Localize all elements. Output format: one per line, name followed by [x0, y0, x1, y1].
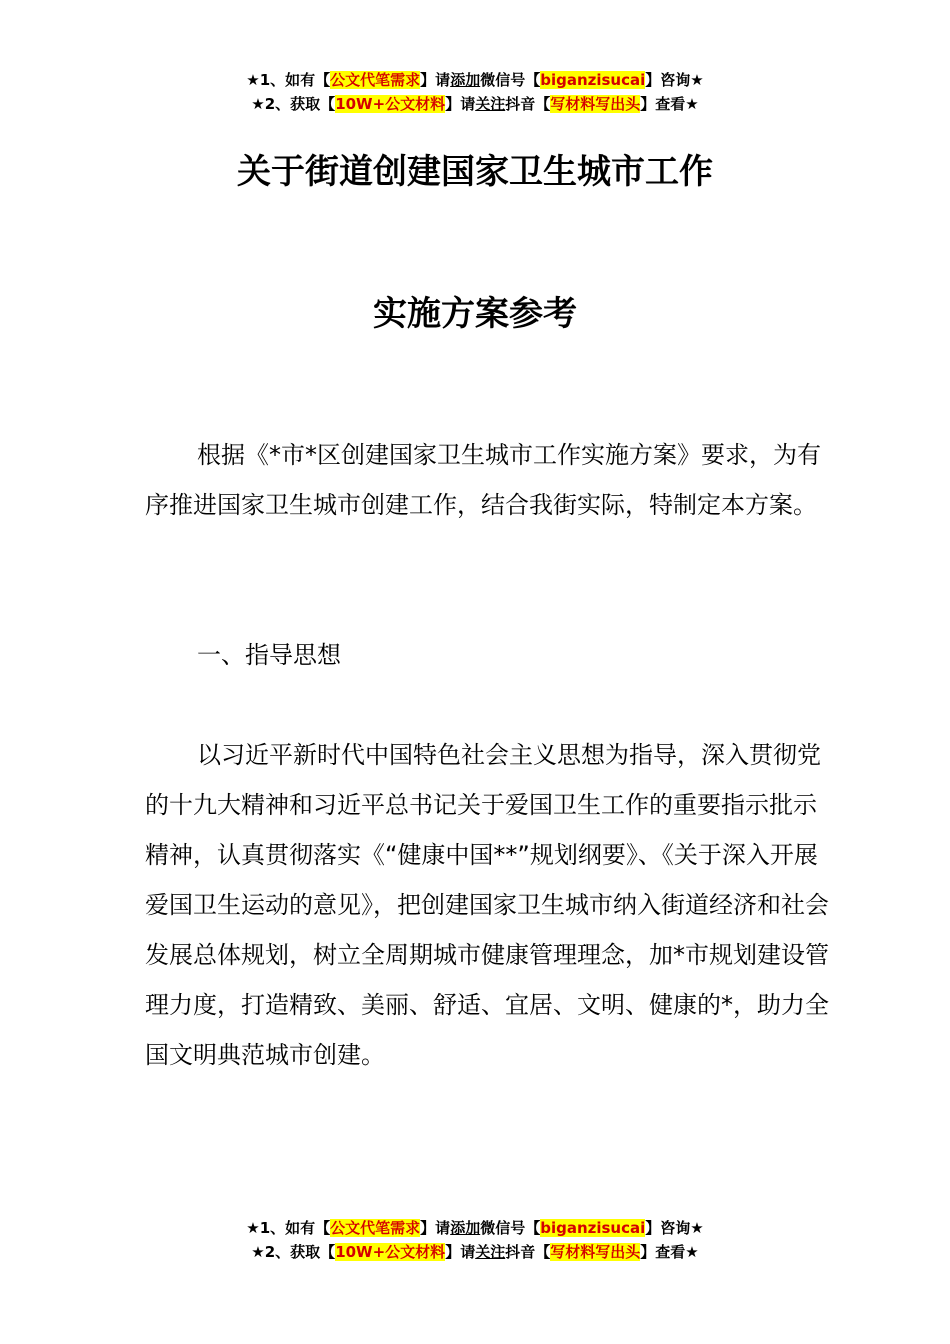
- banner-underlined: 关注: [475, 1243, 506, 1261]
- banner-underlined: 关注: [475, 95, 506, 113]
- banner-text: ★1、如有【: [246, 71, 331, 89]
- banner-highlight: biganzisucai: [540, 1219, 646, 1237]
- banner-text: 微信号【: [480, 71, 541, 89]
- document-title-line-2: 实施方案参考: [373, 294, 577, 334]
- banner-highlight: 10W+公文材料: [335, 95, 446, 113]
- section-heading: [145, 630, 835, 680]
- banner-text: 微信号【: [480, 1219, 541, 1237]
- banner-text: ★2、获取【: [251, 95, 336, 113]
- banner-text: 】咨询★: [645, 1219, 704, 1237]
- banner-line-1: [0, 1216, 950, 1240]
- section-heading-text: 一、指导思想: [197, 641, 341, 669]
- header-banner: [0, 68, 950, 116]
- intro-paragraph-text: 根据《*市*区创建国家卫生城市工作实施方案》要求，为有序推进国家卫生城市创建工作，结合我街实际，特制定本方案。: [145, 441, 821, 519]
- guiding-paragraph-text: 以习近平新时代中国特色社会主义思想为指导，深入贯彻党的十九大精神和习近平总书记关于爱国卫生工作的重要指示批示精神，认真贯彻落实《“健康中国**”规划纲要》、《关于深入开展爱国卫生运动的意见》，把创建国家卫生城市纳入街道经济和社会发展总体规划，树立全周期城市健康管理理念，加*市规划建设管理力度，打造精致、美丽、舒适、宜居、文明、健康的*，助力全国文明典范城市创建。: [145, 741, 829, 1069]
- intro-paragraph: [145, 430, 835, 530]
- banner-text: ★2、获取【: [251, 1243, 336, 1261]
- guiding-paragraph: [145, 730, 835, 1080]
- banner-text: 】查看★: [640, 95, 699, 113]
- banner-text: 】查看★: [640, 1243, 699, 1261]
- banner-text: 抖音【: [505, 95, 551, 113]
- banner-text: 】请: [445, 95, 476, 113]
- banner-highlight: 写材料写出头: [550, 1243, 641, 1261]
- banner-text: 】请: [445, 1243, 476, 1261]
- banner-text: 】咨询★: [645, 71, 704, 89]
- banner-line-2: [0, 1240, 950, 1264]
- banner-text: 】请: [420, 71, 451, 89]
- banner-highlight: 公文代笔需求: [330, 71, 421, 89]
- banner-highlight: 写材料写出头: [550, 95, 641, 113]
- banner-highlight: 10W+公文材料: [335, 1243, 446, 1261]
- banner-highlight: 公文代笔需求: [330, 1219, 421, 1237]
- banner-highlight: biganzisucai: [540, 71, 646, 89]
- banner-line-1: [0, 68, 950, 92]
- banner-text: 】请: [420, 1219, 451, 1237]
- banner-line-2: [0, 92, 950, 116]
- banner-text: ★1、如有【: [246, 1219, 331, 1237]
- banner-underlined: 添加: [450, 71, 481, 89]
- document-title-line-1: 关于街道创建国家卫生城市工作: [237, 152, 713, 192]
- banner-text: 抖音【: [505, 1243, 551, 1261]
- banner-underlined: 添加: [450, 1219, 481, 1237]
- footer-banner: [0, 1216, 950, 1264]
